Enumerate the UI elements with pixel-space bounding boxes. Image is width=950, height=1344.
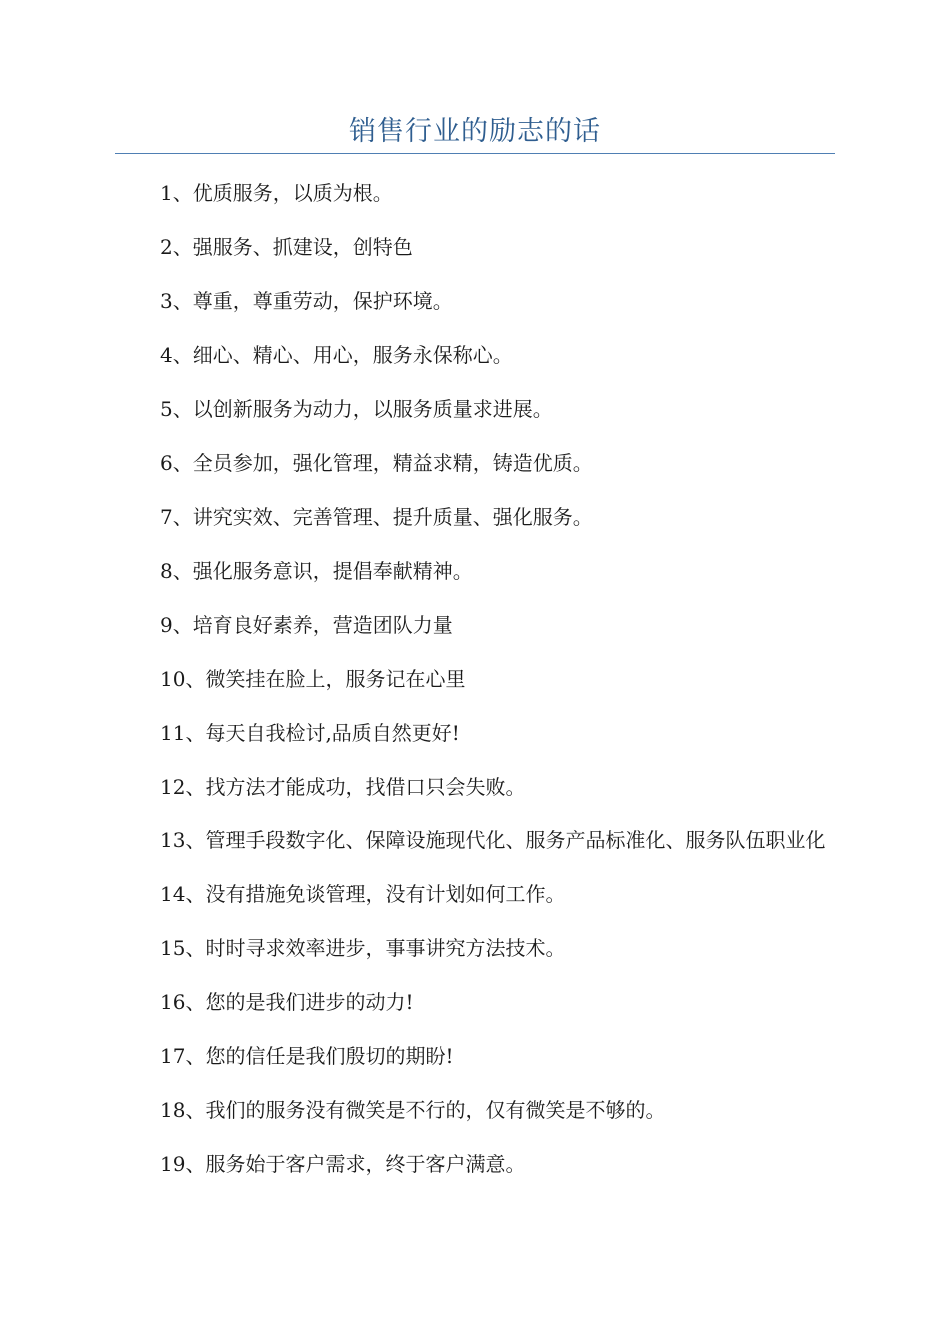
list-item: 11、每天自我检讨,品质自然更好! [160, 721, 460, 745]
list-item: 5、以创新服务为动力，以服务质量求进展。 [160, 397, 553, 421]
title-underline [115, 153, 835, 154]
list-item: 4、细心、精心、用心，服务永保称心。 [160, 343, 513, 367]
list-item: 8、强化服务意识，提倡奉献精神。 [160, 559, 473, 583]
list-item: 7、讲究实效、完善管理、提升质量、强化服务。 [160, 505, 593, 529]
list-item: 19、服务始于客户需求，终于客户满意。 [160, 1152, 526, 1176]
list-item: 10、微笑挂在脸上，服务记在心里 [160, 667, 466, 691]
slogan-list [115, 174, 835, 1199]
list-item: 15、时时寻求效率进步，事事讲究方法技术。 [160, 936, 566, 960]
list-item: 9、培育良好素养，营造团队力量 [160, 613, 453, 637]
list-item: 17、您的信任是我们殷切的期盼! [160, 1044, 454, 1068]
document-title: 销售行业的励志的话 [349, 116, 601, 147]
list-item: 12、找方法才能成功，找借口只会失败。 [160, 775, 526, 799]
list-item: 3、尊重，尊重劳动，保护环境。 [160, 289, 453, 313]
list-item: 16、您的是我们进步的动力! [160, 990, 414, 1014]
list-item: 2、强服务、抓建设，创特色 [160, 235, 413, 259]
list-item: 1、优质服务，以质为根。 [160, 181, 393, 205]
list-item: 14、没有措施免谈管理，没有计划如何工作。 [160, 882, 566, 906]
list-item: 18、我们的服务没有微笑是不行的，仅有微笑是不够的。 [160, 1098, 666, 1122]
list-item: 13、管理手段数字化、保障设施现代化、服务产品标准化、服务队伍职业化 [160, 828, 826, 852]
list-item: 6、全员参加，强化管理，精益求精，铸造优质。 [160, 451, 593, 475]
